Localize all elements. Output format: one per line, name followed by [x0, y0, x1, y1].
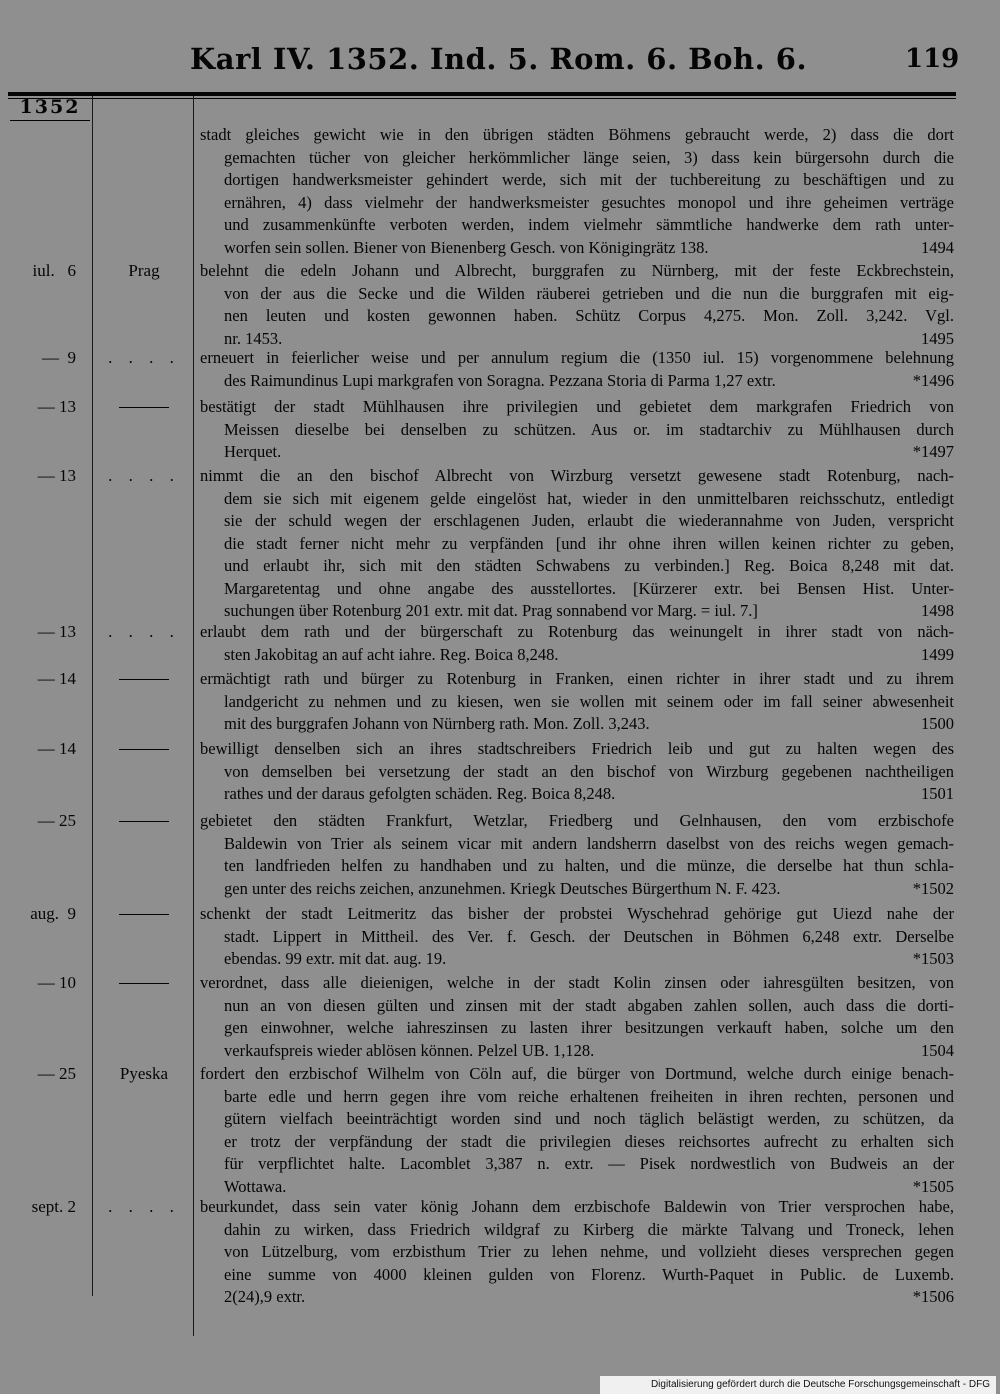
entry-line [198, 833, 954, 856]
page-number: 119 [905, 44, 960, 74]
entry-line [198, 260, 954, 283]
entry-line [198, 1063, 954, 1086]
entry-text [198, 124, 954, 259]
entry-line-text: beurkundet, dass sein vater könig Johann dem erzbischofe Baldewin von Trier versprochen habe, [200, 1197, 954, 1216]
entry-line [198, 621, 954, 644]
entry-line-text: belehnt die edeln Johann und Albrecht, burggrafen zu Nürnberg, mit der feste Eckbrechstein, [200, 261, 954, 280]
entry-line [198, 738, 954, 761]
entry-line [198, 668, 954, 691]
entry-line-text: eine summe von 4000 kleinen gulden von Florenz. Wurth-Paquet in Public. de Luxemb. [224, 1264, 954, 1284]
entry-line [198, 1241, 954, 1264]
entry-place-ditto [100, 972, 188, 984]
entry-line [198, 761, 954, 784]
entry-text [198, 903, 954, 971]
entry-date: — 14 [37, 669, 76, 688]
date-column-divider [92, 96, 93, 1296]
entry-line-text: Meissen dieselbe bei denselben zu schützen. Aus or. im stadtarchiv zu Mühlhausen durch [224, 419, 954, 439]
entry-number: *1506 [912, 1287, 954, 1306]
entry-date: — 13 [37, 397, 76, 416]
entry-date: — 13 [37, 466, 76, 485]
entry-line-text: des Raimundinus Lupi markgrafen von Soragna. Pezzana Storia di Parma 1,27 extr. [224, 370, 776, 390]
entry-line [198, 995, 954, 1018]
entry-line [198, 1131, 954, 1154]
entry-line [198, 1176, 954, 1199]
entry-line [198, 555, 954, 578]
entry-line [198, 783, 954, 806]
entry-line [198, 644, 954, 667]
entry-place: . . . . [108, 348, 180, 367]
entry-place: . . . . [108, 1197, 180, 1216]
entry-line-text: von demselben bei versetzung der stadt an den bischof von Wirzburg gegebenen nachtheiligen [224, 761, 954, 781]
entry-line-text: Wottawa. [224, 1176, 287, 1196]
running-title: Karl IV. 1352. Ind. 5. Rom. 6. Boh. 6. [190, 42, 808, 76]
entry-line [198, 347, 954, 370]
entry-line [198, 948, 954, 971]
entry-line-text: erlaubt dem rath und der bürgerschaft zu Rotenburg das weinungelt in ihrer stadt von näch- [200, 622, 954, 641]
entry-line-text: rathes und der daraus gefolgten schäden. Reg. Boica 8,248. [224, 784, 616, 803]
entry-date: — 25 [37, 1064, 76, 1083]
entry-place: . . . . [108, 466, 180, 485]
entry-line-text: ernähren, 4) dass vielmehr der handwerksmeister gesuchtes monopol und ihre geheimen verträge [224, 192, 954, 212]
entry-line [198, 1153, 954, 1176]
entry-line-text: und erlaubt ihr, sich mit den städten Schwabens zu verbinden.] Reg. Boica 8,248 mit dat. [224, 556, 954, 575]
entry-line-text: für verpflichtet halte. Lacomblet 3,387 n. extr. — Pisek nordwestlich von Budweis an der [224, 1154, 954, 1173]
entry-date: — 10 [37, 973, 76, 992]
entry-line-text: 2(24),9 extr. [224, 1287, 306, 1306]
entry-line [198, 713, 954, 736]
entry-line [198, 124, 954, 147]
entry-number: 1501 [921, 784, 954, 803]
entry-line [198, 810, 954, 833]
entry-line-text: und zusammenkünfte verboten werden, indem vielmehr sämmtliche handwerke dem rath unter- [224, 215, 954, 234]
entry-number: *1502 [912, 878, 954, 898]
entry-date: iul. 6 [32, 261, 76, 280]
entry-line-text: ermächtigt rath und bürger zu Rotenburg in Franken, einen richter in ihrer stadt und zu ihrem [200, 669, 954, 688]
entry-line-text: barte edle und herrn gegen ihre vom reiche erhaltenen freiheiten in ihren rechten, personen und [224, 1086, 954, 1106]
entry-number: 1504 [921, 1040, 954, 1060]
entry-line-text: nun an von diesen gülten und zinsen mit der stadt abgaben zahlen sollen, auch dass die dorti- [224, 995, 954, 1015]
entry-line [198, 419, 954, 442]
entry-line [198, 465, 954, 488]
entry-line-text: gen unter des reichs zeichen, anzunehmen. Kriegk Deutsches Bürgerthum N. F. 423. [224, 878, 781, 898]
entry-line-text: schenkt der stadt Leitmeritz das bisher der probstei Wyschehrad gehörige gut Uiezd nahe der [200, 904, 954, 923]
entry-line [198, 510, 954, 533]
entry-number: *1505 [912, 1176, 954, 1196]
entry-line [198, 578, 954, 601]
entry-line [198, 691, 954, 714]
dfg-credit: Digitalisierung gefördert durch die Deutsche Forschungsgemeinschaft - DFG [600, 1376, 996, 1394]
entry-date: — 25 [37, 811, 76, 830]
entry-line-text: gebietet den städten Frankfurt, Wetzlar, Friedberg und Gelnhausen, den vom erzbischofe [200, 811, 954, 830]
entry-place-ditto [100, 668, 188, 680]
entry-date: sept. 2 [31, 1197, 76, 1216]
entry-line-text: gütern vielfach beeinträchtigt worden sind und noch täglich belästigt werden, zu schützen, da [224, 1109, 954, 1128]
entry-number: *1503 [912, 949, 954, 968]
entry-line [198, 147, 954, 170]
entry-line-text: Baldewin von Trier als seinem vicar mit andern landsherrn daselbst von des reichs wegen gemach- [224, 833, 954, 853]
entry-line-text: stadt. Lippert in Mittheil. des Ver. f. Gesch. der Deutschen in Böhmen 6,248 extr. Derselbe [224, 926, 954, 946]
entry-line-text: erneuert in feierlicher weise und per annulum regium die (1350 iul. 15) vorgenommene belehnung [200, 348, 954, 367]
entry-line-text: stadt gleiches gewicht wie in den übrigen städten Böhmens gebraucht werde, 2) dass die dort [200, 125, 954, 144]
entry-line-text: nimmt die an den bischof Albrecht von Wirzburg versetzt gewesene stadt Rotenburg, nach- [200, 466, 954, 485]
entry-text [198, 465, 954, 623]
entry-line [198, 305, 954, 328]
entry-line-text: fordert den erzbischof Wilhelm von Cöln auf, die bürger von Dortmund, welche durch einige benach- [200, 1064, 954, 1083]
entry-line [198, 600, 954, 623]
entry-line [198, 488, 954, 511]
entry-text [198, 347, 954, 392]
entry-place-ditto [100, 903, 188, 915]
entry-line-text: gen einwohner, welche iahreszinsen zu lasten ihrer besitzungen verkauft haben, solche um den [224, 1018, 954, 1037]
entry-text [198, 972, 954, 1062]
entry-line-text: verordnet, dass alle dieienigen, welche in der stadt Kolin zinsen oder iahresgülten besitzen, von [200, 973, 954, 992]
entry-line [198, 1286, 954, 1309]
entry-number: 1494 [921, 237, 954, 257]
entry-text [198, 621, 954, 666]
entry-date: — 9 [42, 348, 76, 367]
entry-number: *1496 [912, 370, 954, 390]
entry-line-text: von der aus die Secke und die Wilden räuberei getrieben und die nun die burggrafen mit eig- [224, 283, 954, 303]
entry-line-text: sie der schuld wegen der erschlagenen Juden, erlaubt die wiederannahme von Juden, verspricht [224, 511, 954, 530]
entry-line [198, 1086, 954, 1109]
entry-line [198, 169, 954, 192]
place-column-divider [193, 96, 194, 1336]
year-underline [10, 120, 90, 121]
entry-line-text: nen leuten und kosten gewonnen haben. Schütz Corpus 4,275. Mon. Zoll. 3,242. Vgl. [224, 306, 954, 325]
entry-line-text: er trotz der verpfändung der stadt die privilegien dieses reichsortes aufrecht zu erhalten sich [224, 1131, 954, 1151]
entry-line-text: bewilligt denselben sich an ihres stadtschreibers Friedrich leib und gut zu halten wegen des [200, 739, 954, 758]
page-header [0, 42, 1000, 82]
entry-line [198, 237, 954, 260]
entry-line-text: dortigen handwerksmeister gehindert werde, sich mit der tuchbereitung zu beschäftigen und zu [224, 170, 954, 189]
entry-line-text: worfen sein sollen. Biener von Bienenberg Gesch. von Königingrätz 138. [224, 237, 709, 257]
entry-line-text: bestätigt der stadt Mühlhausen ihre privilegien und gebietet dem markgrafen Friedrich von [200, 397, 954, 416]
entry-line [198, 1196, 954, 1219]
entry-line [198, 878, 954, 901]
entry-place-ditto [100, 738, 188, 750]
entry-number: 1500 [921, 714, 954, 733]
entry-line-text: von Lützelburg, vom erzbisthum Trier zu lehen nehme, und vollzieht dieses versprechen gegen [224, 1242, 954, 1261]
entry-text [198, 1063, 954, 1198]
year-label: 1352 [19, 96, 81, 118]
entry-line [198, 855, 954, 878]
entry-line [198, 214, 954, 237]
header-rule [8, 92, 956, 96]
entry-number: *1497 [912, 442, 954, 461]
entry-text [198, 260, 954, 350]
entry-line-text: die stadt ferner nicht mehr zu verpfänden [und ihr ohne ihren willen keinen richter zu geben, [224, 533, 954, 553]
entry-line [198, 903, 954, 926]
entry-date: — 13 [37, 622, 76, 641]
entry-line [198, 1219, 954, 1242]
entry-line-text: landgericht zu nehmen und zu kiesen, wen sie wollen mit seinem oder im fall seiner abwesenheit [224, 691, 954, 711]
entry-line [198, 1040, 954, 1063]
entry-line-text: ebendas. 99 extr. mit dat. aug. 19. [224, 949, 447, 968]
entry-line [198, 1264, 954, 1287]
entry-line [198, 370, 954, 393]
entry-line [198, 283, 954, 306]
entry-line [198, 441, 954, 464]
entry-text [198, 396, 954, 464]
entry-place: Pyeska [119, 1064, 169, 1083]
entry-text [198, 1196, 954, 1309]
entry-line [198, 972, 954, 995]
entry-place: Prag [128, 261, 160, 280]
entry-number: 1498 [921, 601, 954, 620]
entry-place: . . . . [108, 622, 180, 641]
entry-line-text: verkaufspreis wieder ablösen können. Pelzel UB. 1,128. [224, 1040, 595, 1060]
entry-text [198, 668, 954, 736]
entry-text [198, 810, 954, 900]
entry-line-text: ten landfrieden helfen zu handhaben und zu halten, und die münze, die derselbe hat thun schla- [224, 856, 954, 875]
entry-text [198, 738, 954, 806]
entry-line [198, 192, 954, 215]
entry-line-text: sten Jakobitag an auf acht iahre. Reg. Boica 8,248. [224, 644, 559, 664]
entry-date: aug. 9 [30, 904, 76, 923]
entry-line [198, 1108, 954, 1131]
entry-date: — 14 [37, 739, 76, 758]
entry-line [198, 533, 954, 556]
entry-line [198, 1017, 954, 1040]
entry-number: 1495 [921, 328, 954, 348]
entry-line-text: suchungen über Rotenburg 201 extr. mit dat. Prag sonnabend vor Marg. = iul. 7.] [224, 601, 758, 620]
entry-line [198, 396, 954, 419]
entry-line-text: mit des burggrafen Johann von Nürnberg rath. Mon. Zoll. 3,243. [224, 714, 650, 733]
entry-line-text: dem sie sich mit eigenem gelde eingelöst hat, wieder in den unmittelbaren reichsschutz, entledigt [224, 488, 954, 508]
header-rule-thin [8, 98, 956, 99]
entry-line-text: nr. 1453. [224, 328, 283, 348]
entry-place-ditto [100, 810, 188, 822]
entry-number: 1499 [921, 644, 954, 664]
entry-line-text: gemachten tücher von gleicher herkömmlicher länge seien, 3) dass kein bürgersohn durch die [224, 147, 954, 167]
entry-line-text: Herquet. [224, 442, 282, 461]
entry-line-text: dahin zu wirken, dass Friedrich wildgraf zu Kirberg die märkte Talvang und Troneck, lehen [224, 1219, 954, 1239]
entry-place-ditto [100, 396, 188, 408]
entry-line [198, 926, 954, 949]
entry-line-text: Margaretentag und ohne angabe des ausstellortes. [Kürzerer extr. bei Bensen Hist. Unter- [224, 578, 954, 598]
